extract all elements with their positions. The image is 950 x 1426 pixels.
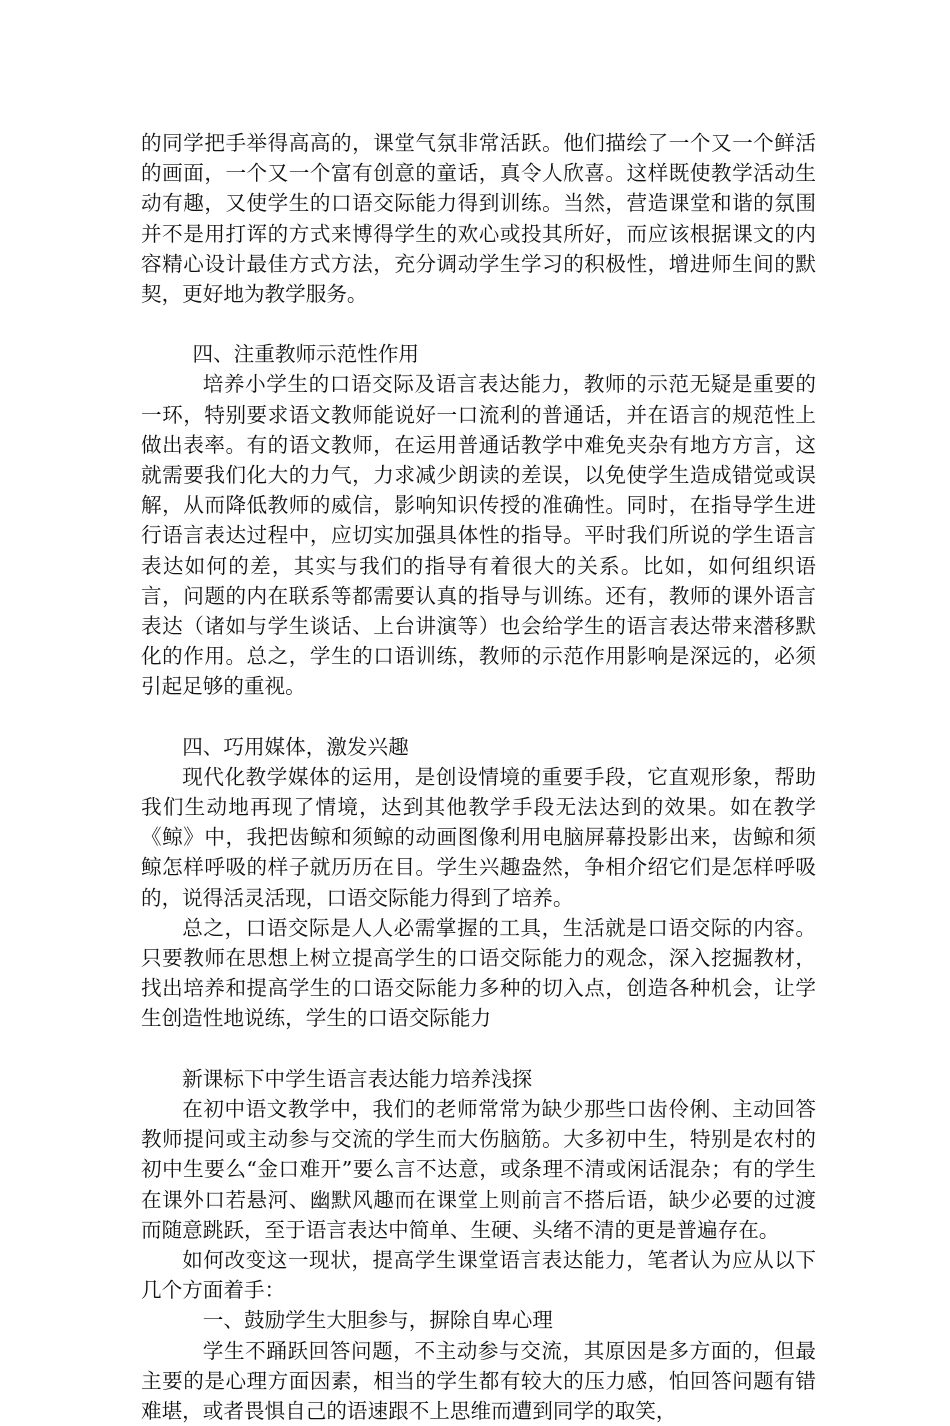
paragraph-current-situation: 在初中语文教学中，我们的老师常常为缺少那些口齿伶俐、主动回答教师提问或主动参与交流的学生而大伤脑筋。大多初中生，特别是农村的初中生要么“金口难开”要么言不达意，或条理不清或闲话混杂；有的学生在课外口若悬河、幽默风趣而在课堂上则前言不搭后语，缺少必要的过渡而随意跳跃，至于语言表达中简单、生硬、头绪不清的更是普遍存在。 xyxy=(141,1096,816,1242)
paragraph-gap xyxy=(141,702,816,732)
article-title: 新课标下中学生语言表达能力培养浅探 xyxy=(182,1066,533,1091)
paragraph-psychological-factors: 学生不踊跃回答问题，不主动参与交流，其原因是多方面的，但最主要的是心理方面因素，相当的学生都有较大的压力感，怕回答问题有错难堪，或者畏惧自己的语速跟不上思维而遭到同学的取笑， xyxy=(141,1338,816,1423)
paragraph-teacher-demonstration: 培养小学生的口语交际及语言表达能力，教师的示范无疑是重要的一环，特别要求语文教师能说好一口流利的普通话，并在语言的规范性上做出表率。有的语文教师，在运用普通话教学中难免夹杂有地方方言，这就需要我们化大的力气，力求减少朗读的差误，以免使学生造成错觉或误解，从而降低教师的威信，影响知识传授的准确性。同时，在指导学生进行语言表达过程中，应切实加强具体性的指导。平时我们所说的学生语言表达如何的差，其实与我们的指导有着很大的关系。比如，如何组织语言，问题的内在联系等都需要认真的指导与训练。还有，教师的课外语言表达（诸如与学生谈话、上台讲演等）也会给学生的语言表达带来潜移默化的作用。总之，学生的口语训练，教师的示范作用影响是深远的，必须引起足够的重视。 xyxy=(141,372,816,699)
paragraph-use-media: 现代化教学媒体的运用，是创设情境的重要手段，它直观形象，帮助我们生动地再现了情境，达到其他教学手段无法达到的效果。如在教学《鲸》中，我把齿鲸和须鲸的动画图像利用电脑屏幕投影出来，齿鲸和须鲸怎样呼吸的样子就历历在目。学生兴趣盎然，争相介绍它们是怎样呼吸的，说得活灵活现，口语交际能力得到了培养。 xyxy=(141,764,816,910)
paragraph-classroom-atmosphere: 的同学把手举得高高的，课堂气氛非常活跃。他们描绘了一个又一个鲜活的画面，一个又一个富有创意的童话，真令人欣喜。这样既使教学活动生动有趣，又使学生的口语交际能力得到训练。当然，营造课堂和谐的氛围并不是用打诨的方式来博得学生的欢心或投其所好，而应该根据课文的内容精心设计最佳方式方法，充分调动学生学习的积极性，增进师生间的默契，更好地为教学服务。 xyxy=(141,131,816,307)
document-page xyxy=(141,128,816,1426)
paragraph-how-to-change: 如何改变这一现状，提高学生课堂语言表达能力，笔者认为应从以下几个方面着手： xyxy=(141,1247,816,1303)
heading-use-media: 四、巧用媒体，激发兴趣 xyxy=(182,734,409,759)
paragraph-conclusion: 总之，口语交际是人人必需掌握的工具，生活就是口语交际的内容。只要教师在思想上树立提高学生的口语交际能力的观念，深入挖掘教材，找出培养和提高学生的口语交际能力多种的切入点，创造各种机会，让学生创造性地说练，学生的口语交际能力 xyxy=(141,915,816,1031)
paragraph-gap xyxy=(141,1034,816,1064)
heading-teacher-demonstration: 四、注重教师示范性作用 xyxy=(192,342,420,367)
subheading-encourage-participation: 一、鼓励学生大胆参与，摒除自卑心理 xyxy=(202,1308,553,1333)
paragraph-gap xyxy=(141,309,816,339)
